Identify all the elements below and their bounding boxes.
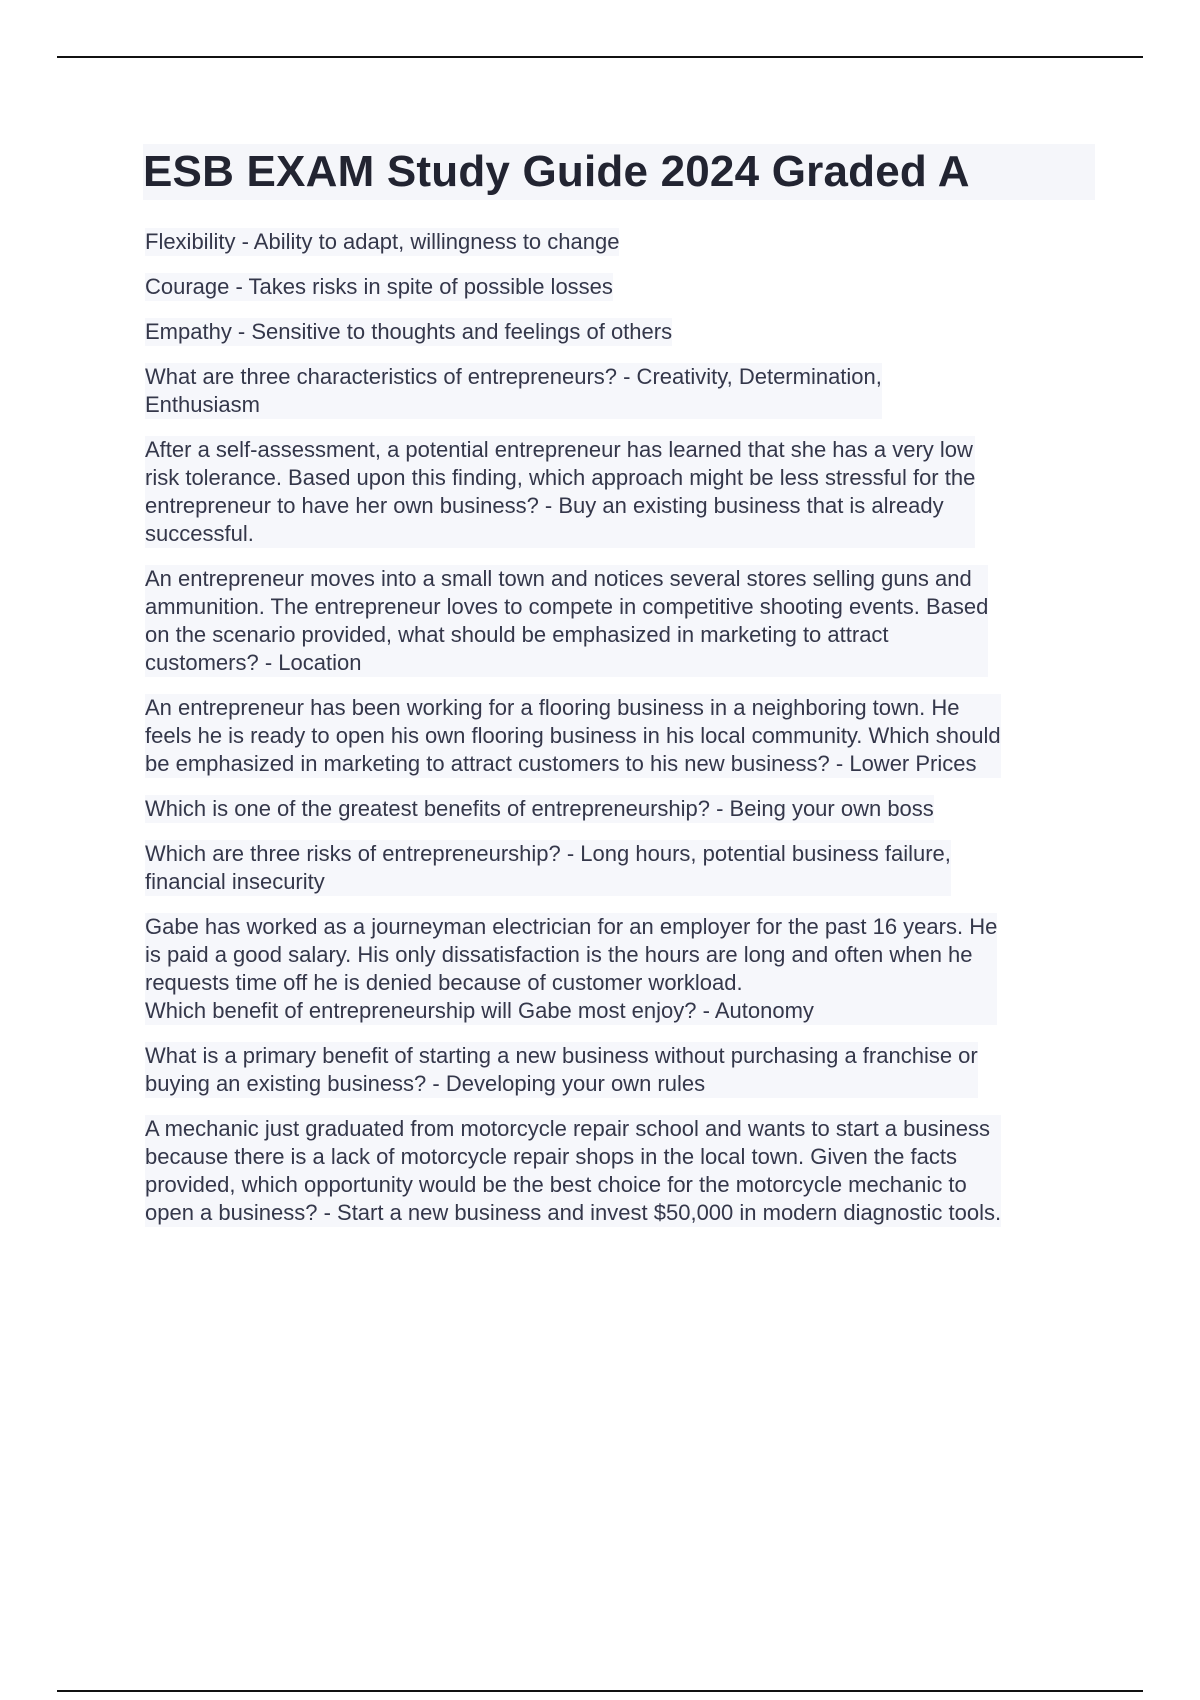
qa-item-new-business-benefit: What is a primary benefit of starting a new business without purchasing a franchise or buying an existing business? - Developing your own rules	[145, 1043, 978, 1096]
qa-item-empathy: Empathy - Sensitive to thoughts and feelings of others	[145, 319, 673, 344]
qa-item-gabe-electrician: Gabe has worked as a journeyman electrician for an employer for the past 16 years. He is paid a good salary. His only dissatisfaction is the hours are long and often when he requests time off he is denied because of customer workload. Which benefit of entrepreneurship will Gabe most enjoy? - Autonomy	[145, 914, 998, 1023]
qa-item-characteristics: What are three characteristics of entrepreneurs? - Creativity, Determination, Enthusiasm	[145, 364, 882, 417]
qa-item-motorcycle-mechanic: A mechanic just graduated from motorcycle repair school and wants to start a business because there is a lack of motorcycle repair shops in the local town. Given the facts provided, which opportunity would be the best choice for the motorcycle mechanic to open a business? - Start a new business and invest $50,000 in modern diagnostic tools.	[145, 1116, 1002, 1225]
qa-item-three-risks: Which are three risks of entrepreneurship? - Long hours, potential business failure, financial insecurity	[145, 841, 951, 894]
top-divider	[57, 56, 1143, 58]
qa-list	[145, 228, 1095, 1227]
qa-item-risk-tolerance: After a self-assessment, a potential entrepreneur has learned that she has a very low risk tolerance. Based upon this finding, which approach might be less stressful for the entrepreneur to have her own business? - Buy an existing business that is already successful.	[145, 437, 976, 546]
qa-item-courage: Courage - Takes risks in spite of possible losses	[145, 274, 613, 299]
qa-item-greatest-benefit: Which is one of the greatest benefits of entrepreneurship? - Being your own boss	[145, 796, 934, 821]
document-body	[145, 144, 1095, 1244]
qa-item-small-town-marketing: An entrepreneur moves into a small town and notices several stores selling guns and ammunition. The entrepreneur loves to compete in competitive shooting events. Based on the scenario provided, what should be emphasized in marketing to attract customers? - Location	[145, 566, 989, 675]
qa-item-flooring-business: An entrepreneur has been working for a flooring business in a neighboring town. He feels he is ready to open his own flooring business in his local community. Which should be emphasized in marketing to attract customers to his new business? - Lower Prices	[145, 695, 1001, 776]
qa-item-flexibility: Flexibility - Ability to adapt, willingness to change	[145, 229, 620, 254]
bottom-divider	[57, 1690, 1143, 1692]
document-title: ESB EXAM Study Guide 2024 Graded A	[143, 144, 1095, 200]
